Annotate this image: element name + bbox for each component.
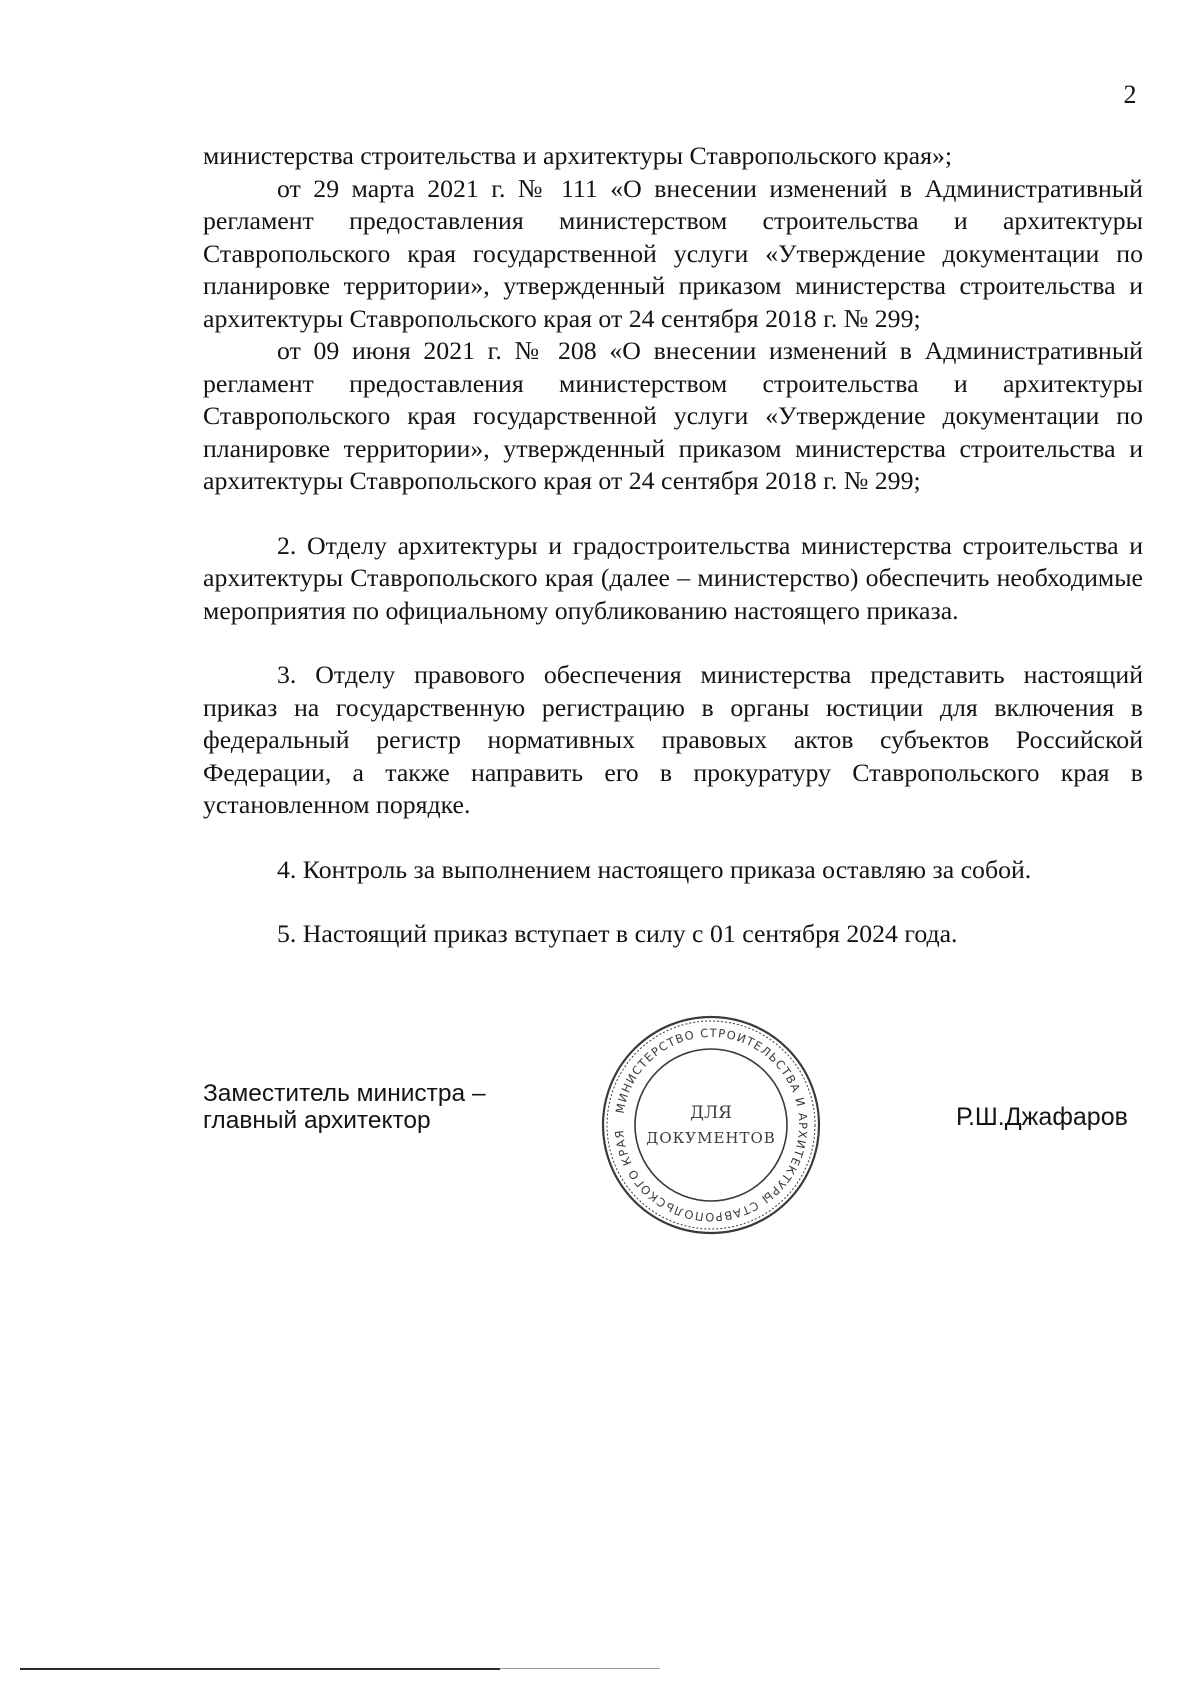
- signatory-position: [203, 1080, 486, 1134]
- seal-center-line-2: ДОКУМЕНТОВ: [646, 1129, 776, 1147]
- seal-center-line-1: ДЛЯ: [690, 1103, 732, 1123]
- paragraph-item-2: 2. Отделу архитектуры и градостроительства министерства строительства и архитектуры Ставропольского края (далее – министерство) обеспечить необходимые мероприятия по официальному опубликованию настоящего приказа.: [203, 530, 1143, 625]
- signatory-position-line-1: Заместитель министра –: [203, 1080, 486, 1107]
- document-body: [203, 140, 1143, 951]
- signatory-position-line-2: главный архитектор: [203, 1107, 431, 1134]
- seal-inner-ring: [635, 1049, 787, 1201]
- paragraph-item-5: 5. Настоящий приказ вступает в силу с 01 сентября 2024 года.: [277, 919, 958, 948]
- paragraph-amendment-208: от 09 июня 2021 г. № 208 «О внесении изменений в Административный регламент предоставления министерством строительства и архитектуры Ставропольского края государственной услуги «Утверждение документации по планировке территории», утвержденный приказом министерства строительства и архитектуры Ставропольского края от 24 сентября 2018 г. № 299;: [203, 336, 1143, 495]
- paragraph-amendment-111: от 29 марта 2021 г. № 111 «О внесении изменений в Административный регламент предоставления министерством строительства и архитектуры Ставропольского края государственной услуги «Утверждение документации по планировке территории», утвержденный приказом министерства строительства и архитектуры Ставропольского края от 24 сентября 2018 г. № 299;: [203, 173, 1143, 333]
- paragraph-item-3: 3. Отделу правового обеспечения министерства представить настоящий приказ на государственную регистрацию в органы юстиции для включения в федеральный регистр нормативных правовых актов субъектов Российской Федерации, а также направить его в прокуратуру Ставропольского края в установленном порядке.: [203, 660, 1143, 819]
- signatory-name: Р.Ш.Джафаров: [956, 1103, 1128, 1131]
- paragraph-item-4: 4. Контроль за выполнением настоящего приказа оставляю за собой.: [277, 854, 1032, 884]
- seal-outer-text: МИНИСТЕРСТВО СТРОИТЕЛЬСТВА И АРХИТЕКТУРЫ СТАВРОПОЛЬСКОГО КРАЯ: [612, 1025, 811, 1225]
- bottom-scan-edge-faint: [500, 1668, 660, 1669]
- bottom-scan-edge: [20, 1668, 500, 1670]
- seal-outer-dotted-ring: [607, 1021, 815, 1229]
- official-seal: [596, 1010, 826, 1240]
- paragraph-continuation: министерства строительства и архитектуры Ставропольского края»;: [203, 141, 953, 170]
- page-number: 2: [1123, 80, 1137, 109]
